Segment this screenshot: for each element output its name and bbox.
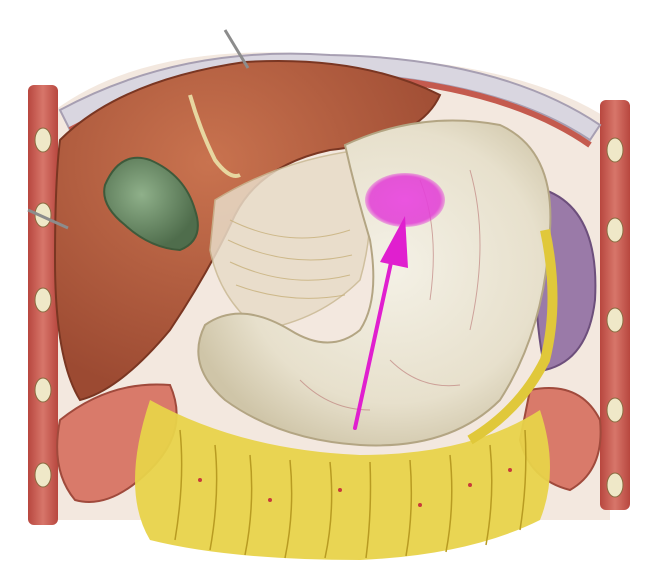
abdominal-wall-right <box>600 100 630 510</box>
abdominal-wall-left <box>28 85 58 525</box>
